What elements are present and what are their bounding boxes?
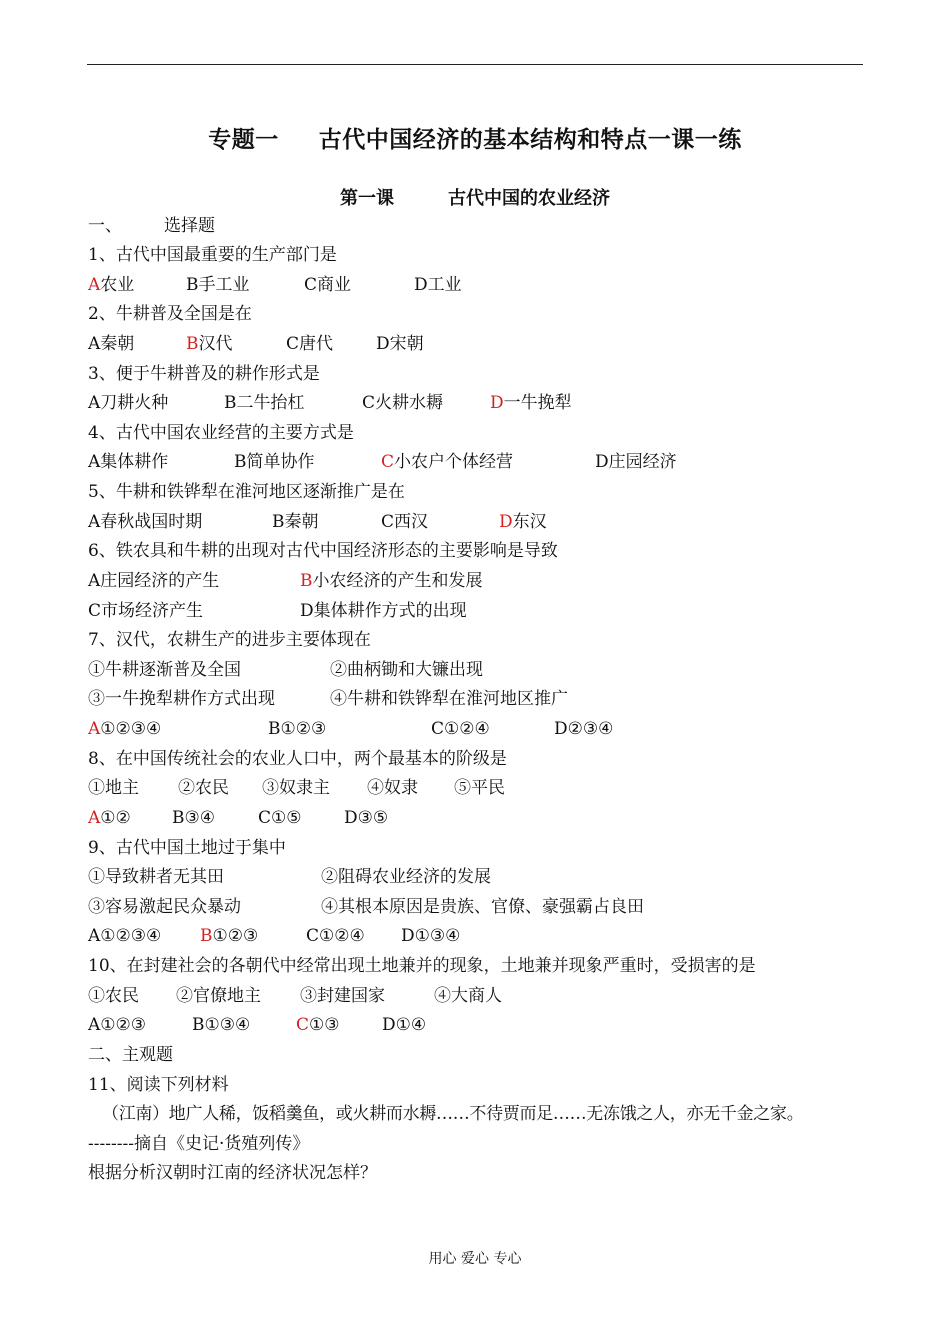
option-a: A①②③④ <box>88 926 162 946</box>
option-b: B①②③ <box>268 719 327 739</box>
option-a: A秦朝 <box>88 334 135 354</box>
question-5-stem: 5、牛耕和铁铧犁在淮河地区逐渐推广是在 <box>88 482 405 502</box>
item-3: ③封建国家 <box>300 986 385 1006</box>
section-heading <box>88 213 215 239</box>
option-text: ①② <box>100 808 131 828</box>
option-b: B手工业 <box>186 275 250 295</box>
option-text: 农业 <box>100 275 135 295</box>
question-7-stem: 7、汉代，农耕生产的进步主要体现在 <box>88 630 371 650</box>
option-d: D集体耕作方式的出现 <box>300 601 467 621</box>
item-2: ②农民 <box>178 778 229 798</box>
page-footer: 用心 爱心 专心 <box>428 1251 522 1267</box>
option-b <box>300 568 483 594</box>
question-7-options <box>88 716 788 742</box>
question-8-options <box>88 805 788 831</box>
option-c: C西汉 <box>381 512 429 532</box>
option-text: ①②③④ <box>100 719 162 739</box>
item-4: ④奴隶 <box>367 778 418 798</box>
option-d: D宋朝 <box>376 334 424 354</box>
question-6-options-row2 <box>88 598 788 624</box>
option-b: B简单协作 <box>234 452 315 472</box>
option-a: A庄园经济的产生 <box>88 571 220 591</box>
question-11-material: （江南）地广人稀，饭稻羹鱼，或火耕而水耨……不待贾而足……无冻饿之人，亦无千金之家。 <box>102 1104 804 1124</box>
answer-mark: D <box>490 393 504 413</box>
lesson-name: 古代中国的农业经济 <box>448 188 610 209</box>
option-d: D①④ <box>382 1015 427 1035</box>
option-text: ①②③ <box>212 926 259 946</box>
item-1: ①牛耕逐渐普及全国 <box>88 660 241 680</box>
option-b: B秦朝 <box>272 512 319 532</box>
question-6-stem: 6、铁农具和牛耕的出现对古代中国经济形态的主要影响是导致 <box>88 541 558 561</box>
option-text: 一牛挽犁 <box>503 393 572 413</box>
question-1-stem: 1、古代中国最重要的生产部门是 <box>88 245 337 265</box>
question-9-items-row2 <box>88 894 788 920</box>
item-4: ④其根本原因是贵族、官僚、豪强霸占良田 <box>321 897 644 917</box>
question-10-items <box>88 983 788 1009</box>
item-4: ④牛耕和铁铧犁在淮河地区推广 <box>330 689 568 709</box>
question-5-options <box>88 509 788 535</box>
question-4-options <box>88 449 788 475</box>
option-b <box>200 923 258 949</box>
item-3: ③容易激起民众暴动 <box>88 897 241 917</box>
question-9-stem: 9、古代中国土地过于集中 <box>88 838 286 858</box>
header-rule <box>87 64 863 65</box>
option-c: C①②④ <box>306 926 365 946</box>
lesson-title <box>0 184 950 210</box>
question-7-items-row2 <box>88 686 788 712</box>
option-d: D①③④ <box>401 926 461 946</box>
option-d: D③⑤ <box>344 808 389 828</box>
answer-mark: A <box>88 808 101 828</box>
answer-mark: B <box>200 926 213 946</box>
option-b <box>186 331 233 357</box>
answer-mark: A <box>88 275 101 295</box>
option-c: C①②④ <box>431 719 490 739</box>
section-number: 一、 <box>88 216 122 236</box>
option-text: ①③ <box>309 1015 340 1035</box>
section-2-heading: 二、主观题 <box>88 1045 173 1065</box>
option-c <box>381 449 513 475</box>
item-5: ⑤平民 <box>454 778 505 798</box>
option-text: 小农经济的产生和发展 <box>312 571 483 591</box>
option-c: C①⑤ <box>258 808 302 828</box>
question-4-stem: 4、古代中国农业经营的主要方式是 <box>88 423 354 443</box>
item-1: ①地主 <box>88 778 139 798</box>
option-a <box>88 716 161 742</box>
option-b: B①③④ <box>192 1015 251 1035</box>
question-2-options <box>88 331 788 357</box>
title-topic: 专题一 <box>208 127 279 153</box>
item-3: ③一牛挽犁耕作方式出现 <box>88 689 275 709</box>
document-title <box>0 121 950 154</box>
answer-mark: A <box>88 719 101 739</box>
item-1: ①导致耕者无其田 <box>88 867 224 887</box>
option-text: 汉代 <box>198 334 233 354</box>
question-8-items <box>88 775 788 801</box>
option-d: D庄园经济 <box>595 452 677 472</box>
answer-mark: C <box>296 1015 310 1035</box>
option-a <box>88 272 134 298</box>
option-d <box>499 509 547 535</box>
option-c: C唐代 <box>286 334 334 354</box>
option-c: C火耕水耨 <box>362 393 444 413</box>
question-8-stem: 8、在中国传统社会的农业人口中，两个最基本的阶级是 <box>88 749 507 769</box>
question-11-question: 根据分析汉朝时江南的经济状况怎样？ <box>88 1163 377 1183</box>
question-10-stem: 10、在封建社会的各朝代中经常出现土地兼并的现象，土地兼并现象严重时，受损害的是 <box>88 956 756 976</box>
question-1-options <box>88 272 788 298</box>
item-3: ③奴隶主 <box>262 778 330 798</box>
question-9-options <box>88 923 788 949</box>
option-b: B二牛抬杠 <box>224 393 305 413</box>
item-2: ②曲柄锄和大镰出现 <box>330 660 483 680</box>
question-3-options <box>88 390 788 416</box>
option-c: C市场经济产生 <box>88 601 204 621</box>
answer-mark: D <box>499 512 513 532</box>
title-text: 古代中国经济的基本结构和特点一课一练 <box>318 127 742 153</box>
item-2: ②阻碍农业经济的发展 <box>321 867 491 887</box>
option-text: 小农户个体经营 <box>394 452 514 472</box>
option-b: B③④ <box>172 808 215 828</box>
option-d: D工业 <box>414 275 462 295</box>
question-7-items-row1 <box>88 657 788 683</box>
item-4: ④大商人 <box>434 986 502 1006</box>
lesson-number: 第一课 <box>340 188 394 209</box>
option-a: A集体耕作 <box>88 452 169 472</box>
option-a: A春秋战国时期 <box>88 512 203 532</box>
option-a: A①②③ <box>88 1015 146 1035</box>
item-2: ②官僚地主 <box>176 986 261 1006</box>
question-9-items-row1 <box>88 864 788 890</box>
section-label: 选择题 <box>164 216 215 236</box>
question-11-stem: 11、阅读下列材料 <box>88 1075 229 1095</box>
question-2-stem: 2、牛耕普及全国是在 <box>88 304 252 324</box>
answer-mark: B <box>300 571 313 591</box>
question-3-stem: 3、便于牛耕普及的耕作形式是 <box>88 364 320 384</box>
option-a <box>88 805 131 831</box>
question-6-options-row1 <box>88 568 788 594</box>
option-d <box>490 390 572 416</box>
option-c: C商业 <box>304 275 352 295</box>
option-c <box>296 1012 340 1038</box>
option-text: 东汉 <box>512 512 547 532</box>
question-10-options <box>88 1012 788 1038</box>
question-11-source: --------摘自《史记·货殖列传》 <box>88 1134 310 1154</box>
answer-mark: B <box>186 334 199 354</box>
option-d: D②③④ <box>554 719 614 739</box>
item-1: ①农民 <box>88 986 139 1006</box>
answer-mark: C <box>381 452 395 472</box>
option-a: A刀耕火种 <box>88 393 169 413</box>
